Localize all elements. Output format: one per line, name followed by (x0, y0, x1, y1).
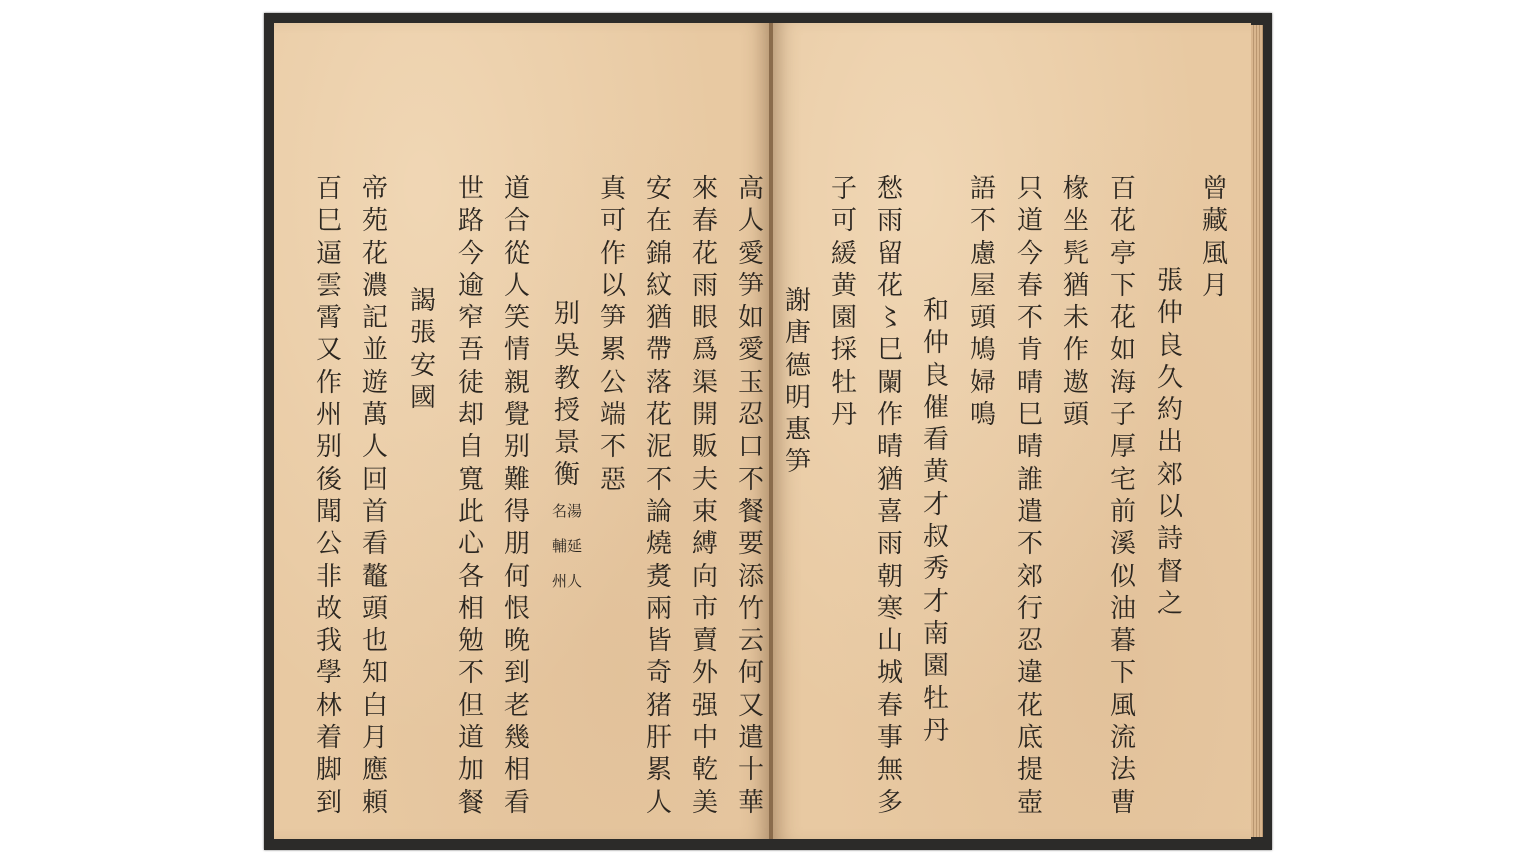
right-col-8: 愁雨留花〻巳闌作晴猶喜雨朝寒山城春事無多 (876, 174, 903, 818)
left-col-10: 百巳逼雲霄又作州别後聞公非故我學林着脚到 (315, 174, 342, 818)
left-col-5-title (550, 298, 584, 618)
right-col-3: 百花亭下花如海子厚宅前溪似油暮下風流法曹 (1109, 174, 1136, 818)
title-bie-wu: 别吳教授景衡 (553, 299, 580, 491)
left-col-1: 高人愛笋如愛玉忍口不餐要添竹云何又遣十華 (737, 174, 764, 818)
right-col-10-heading: 謝唐德明惠笋 (784, 286, 811, 478)
left-col-2: 來春花雨眼爲渠開販夫束縛向市賣外强中乾美 (691, 174, 718, 818)
right-col-1: 曾藏風月 (1201, 174, 1228, 301)
left-col-6: 道合從人笑情親覺别難得朋何恨晚到老幾相看 (503, 174, 530, 818)
right-col-9: 子可緩黄園採牡丹 (830, 174, 857, 431)
left-col-8-title: 謁張安國 (409, 286, 436, 413)
book-spread (264, 13, 1272, 850)
page-edges (1251, 25, 1263, 837)
right-col-5: 只道今春不肯晴巳晴誰遣不郊行忍違花底提壺 (1016, 174, 1043, 818)
title-note: 名湯輔延州人 (551, 501, 582, 591)
left-col-9: 帝苑花濃記並遊萬人回首看鼇頭也知白月應頼 (361, 174, 388, 818)
left-col-4: 真可作以笋累公端不惡 (599, 174, 626, 495)
left-page (274, 23, 769, 839)
right-col-4: 椽坐髠猶未作遨頭 (1062, 174, 1089, 431)
right-col-6: 語不慮屋頭鳩婦鳴 (969, 174, 996, 431)
right-page (773, 23, 1251, 839)
left-col-3: 安在錦紋猶帶落花泥不論燒煑兩皆奇猪肝累人 (645, 174, 672, 818)
right-col-7-heading: 和仲良催看黄才叔秀才南園牡丹 (922, 296, 949, 746)
left-col-7: 世路今逾窄吾徒却自寬此心各相勉不但道加餐 (457, 174, 484, 818)
right-col-2-heading: 張仲良久約出郊以詩督之 (1156, 266, 1183, 619)
